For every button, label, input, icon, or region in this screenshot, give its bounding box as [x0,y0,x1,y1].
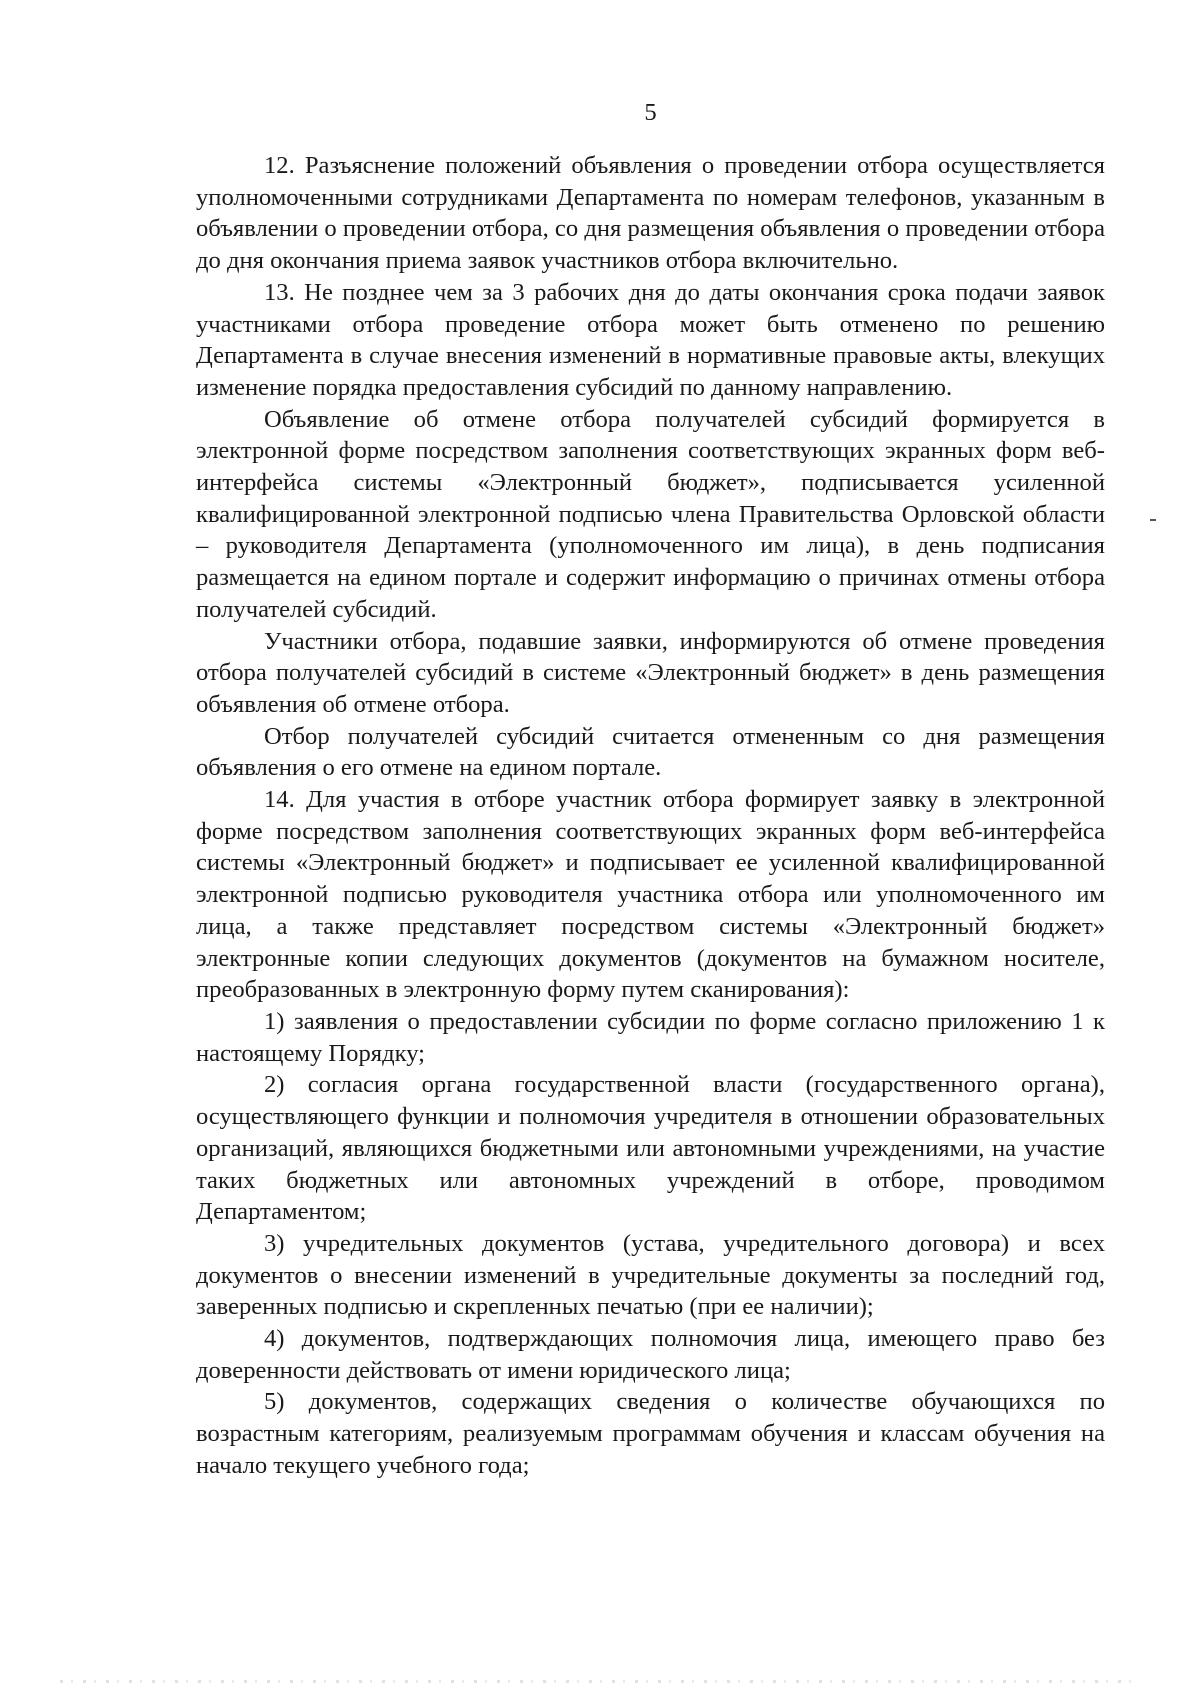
paragraph-13-cancellation: 13. Не позднее чем за 3 рабочих дня до даты окончания срока подачи заявок участниками отбора проведение отбора может быть отменено по решению Департамента в случае внесения изменений в нормативные правовые акты, влекущих изменение порядка предоставления субсидий по данному направлению. [196,278,1105,401]
paragraph-14-application: 14. Для участия в отборе участник отбора формирует заявку в электронной форме посредством заполнения соответствующих экранных форм веб-интерфейса системы «Электронный бюджет» и подписывает ее усиленной квалифицированной электронной подписью руководителя участника отбора или уполномоченного им лица, а также представляет посредством системы «Электронный бюджет» электронные копии следующих документов (документов на бумажном носителе, преобразованных в электронную форму путем сканирования): [196,786,1105,1004]
page-number: 5 [644,99,657,126]
document-page [196,0,1105,1482]
paragraph-cancellation-announcement: Объявление об отмене отбора получателей субсидий формируется в электронной форме посредством заполнения соответствующих экранных форм веб-интерфейса системы «Электронный бюджет», подписывается усиленной квалифицированной электронной подписью члена Правительства Орловской области – руководителя Департамента (уполномоченного им лица), в день подписания размещается на едином портале и содержит информацию о причинах отмены отбора получателей субсидий. [196,405,1105,623]
paragraph-participants-informed: Участники отбора, подавшие заявки, информируются об отмене проведения отбора получателей субсидий в системе «Электронный бюджет» в день размещения объявления об отмене отбора. [196,627,1105,718]
scan-noise [60,1680,1140,1683]
list-item-2-consent: 2) согласия органа государственной власти (государственного органа), осуществляющего функции и полномочия учредителя в отношении образовательных организаций, являющихся бюджетными или автономными учреждениями, на участие таких бюджетных или автономных учреждений в отборе, проводимом Департаментом; [196,1071,1105,1226]
list-item-4-authority-documents: 4) документов, подтверждающих полномочия лица, имеющего право без доверенности действовать от имени юридического лица; [196,1325,1105,1384]
paragraph-selection-cancelled: Отбор получателей субсидий считается отмененным со дня размещения объявления о его отмене на едином портале. [196,722,1105,782]
scan-mark [1150,519,1156,521]
list-item-5-student-information: 5) документов, содержащих сведения о количестве обучающихся по возрастным категориям, реализуемым программам обучения и классам обучения на начало текущего учебного года; [196,1388,1105,1479]
list-item-3-founding-documents: 3) учредительных документов (устава, учредительного договора) и всех документов о внесении изменений в учредительные документы за последний год, заверенных подписью и скрепленных печатью (при ее наличии); [196,1229,1105,1321]
list-item-1-statement: 1) заявления о предоставлении субсидии по форме согласно приложению 1 к настоящему Порядку; [196,1007,1105,1067]
paragraph-12-clarification: 12. Разъяснение положений объявления о проведении отбора осуществляется уполномоченными сотрудниками Департамента по номерам телефонов, указанным в объявлении о проведении отбора, со дня размещения объявления о проведении отбора до дня окончания приема заявок участников отбора включительно. [196,152,1105,275]
